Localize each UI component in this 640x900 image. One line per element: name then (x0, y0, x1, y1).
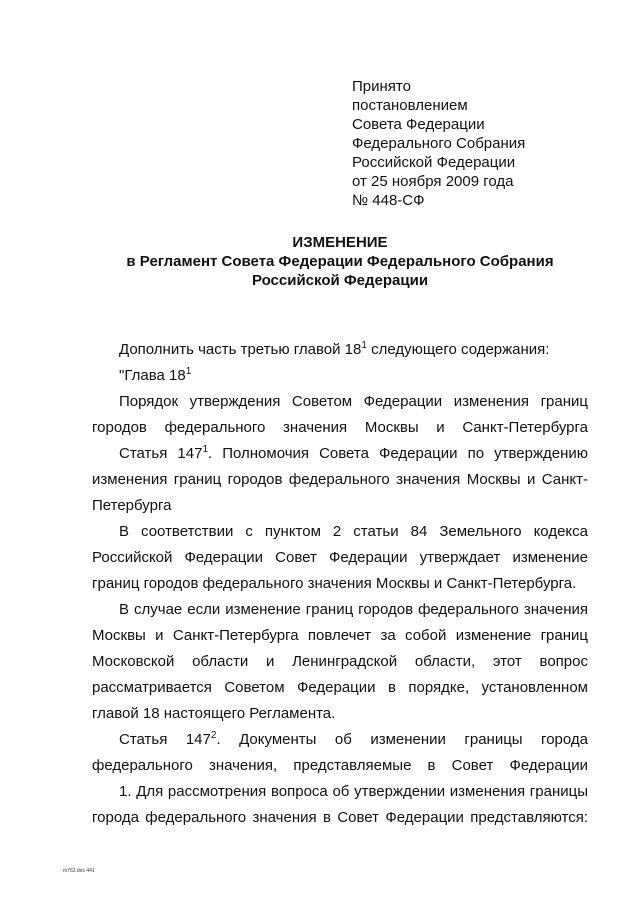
article-heading (92, 441, 588, 519)
adoption-line: постановлением (352, 97, 468, 114)
superscript: 1 (202, 444, 208, 455)
document-title (60, 233, 620, 290)
adoption-line: Принято (352, 78, 411, 95)
adoption-line: от 25 ноября 2009 года (352, 173, 514, 190)
adoption-line: Российской Федерации (352, 154, 516, 171)
superscript: 2 (210, 730, 217, 741)
paragraph: В соответствии с пунктом 2 статьи 84 Земельного кодекса Российской Федерации Совет Федерации утверждает изменение границ городов федерального значения Москвы и Санкт-Петербурга. (92, 523, 588, 592)
chapter-label: "Глава 18 (119, 367, 186, 384)
chapter-title: Порядок утверждения Советом Федерации изменения границ городов федерального значения Москвы и Санкт-Петербурга (92, 393, 588, 436)
article-label: Статья 147 (119, 731, 211, 748)
adoption-line: Федерального Собрания (352, 135, 526, 152)
paragraph: 1. Для рассмотрения вопроса об утверждении изменения границы города федерального значения в Совет Федерации представляются: (92, 783, 588, 826)
paragraph: В случае если изменение границ городов федерального значения Москвы и Санкт-Петербурга повлечет за собой изменение границ Московской области и Ленинградской области, этот вопрос рассматривается Советом Федерации в порядке, установленном главой 18 настоящего Регламента. (92, 601, 588, 722)
title-line: в Регламент Совета Федерации Федерального Собрания (126, 253, 554, 270)
document-body (92, 337, 588, 831)
footer-file-code: m762.doc 441 (63, 868, 95, 874)
adoption-stamp-block (352, 77, 525, 210)
title-heading: ИЗМЕНЕНИЕ (292, 234, 388, 251)
adoption-line: № 448-СФ (352, 192, 425, 209)
intro-paragraph (92, 337, 588, 363)
article-heading (92, 727, 588, 779)
title-line: Российской Федерации (251, 272, 429, 289)
intro-text: следующего содержания: (366, 341, 550, 358)
superscript: 1 (185, 366, 192, 377)
chapter-number (92, 363, 588, 389)
article-label: Статья 147 (119, 445, 203, 462)
article-title: . Документы об изменении границы города федерального значения, представляемые в Совет Федерации (92, 731, 588, 774)
adoption-line: Совета Федерации (352, 116, 485, 133)
superscript: 1 (361, 340, 367, 351)
intro-text: Дополнить часть третью главой 18 (119, 341, 362, 358)
article-title: . Полномочия Совета Федерации по утверждению изменения границ городов федерального значения Москвы и Санкт-Петербурга (92, 445, 588, 514)
